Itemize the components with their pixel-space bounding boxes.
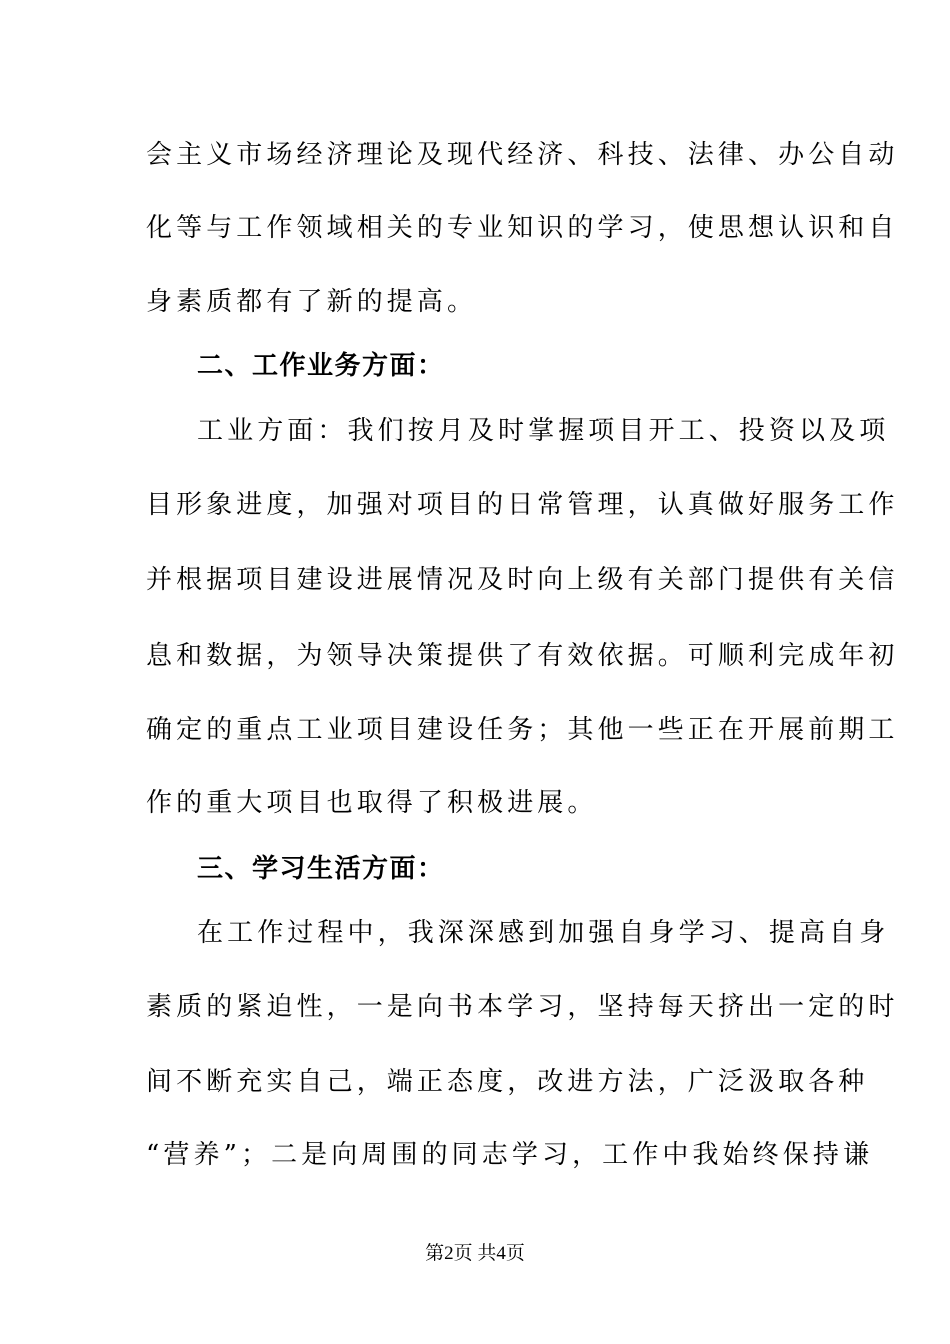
body-line: 素质的紧迫性，一是向书本学习，坚持每天挤出一定的时 <box>146 992 899 1022</box>
section-heading-study: 三、学习生活方面： <box>197 854 445 884</box>
page-number-footer: 第2页 共4页 <box>425 1243 525 1264</box>
body-line: 会主义市场经济理论及现代经济、科技、法律、办公自动 <box>146 140 899 170</box>
body-line: 身素质都有了新的提高。 <box>146 287 478 317</box>
paragraph-first-line: 工业方面：我们按月及时掌握项目开工、投资以及项 <box>197 416 890 446</box>
body-line: 作的重大项目也取得了积极进展。 <box>146 788 598 818</box>
body-line: 确定的重点工业项目建设任务；其他一些正在开展前期工 <box>146 715 899 745</box>
body-line: 化等与工作领域相关的专业知识的学习，使思想认识和自 <box>146 213 899 243</box>
paragraph-first-line: 在工作过程中，我深深感到加强自身学习、提高自身 <box>197 918 890 948</box>
section-heading-work: 二、工作业务方面： <box>197 351 445 381</box>
body-line: 并根据项目建设进展情况及时向上级有关部门提供有关信 <box>146 565 899 595</box>
body-line: 息和数据，为领导决策提供了有效依据。可顺利完成年初 <box>146 641 899 671</box>
body-line: 目形象进度，加强对项目的日常管理，认真做好服务工作 <box>146 490 899 520</box>
body-line: “营养”；二是向周围的同志学习，工作中我始终保持谦 <box>146 1140 874 1170</box>
body-line: 间不断充实自己，端正态度，改进方法，广泛汲取各种 <box>146 1067 869 1097</box>
